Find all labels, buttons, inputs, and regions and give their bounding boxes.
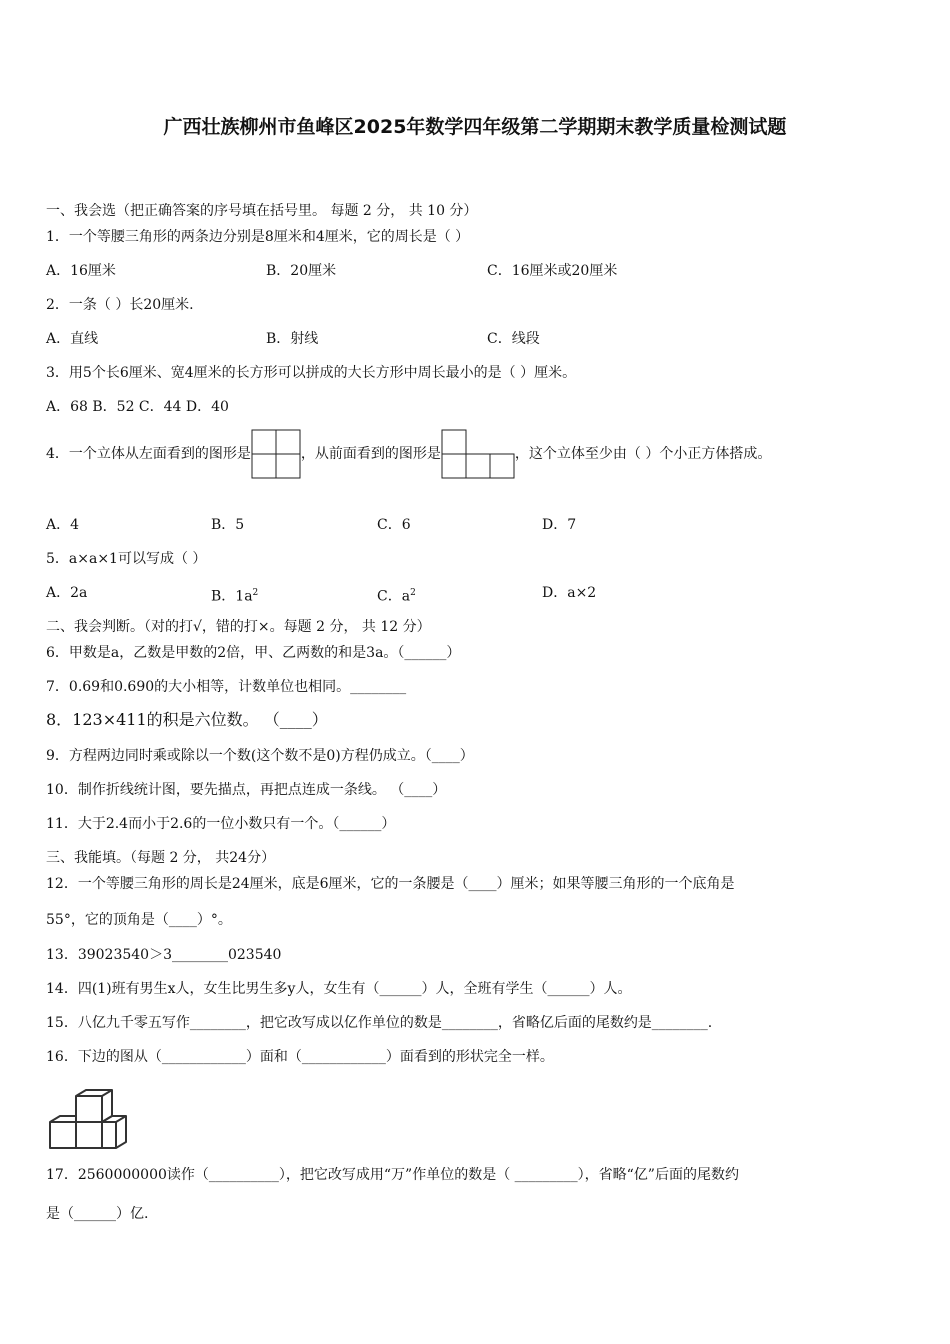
front-view-figure bbox=[441, 429, 515, 479]
q15: 15．八亿九千零五写作________，把它改写成以亿作单位的数是________，省略亿后面的尾数约是________. bbox=[46, 1015, 713, 1031]
q4-option-d: D．7 bbox=[542, 517, 577, 533]
q14: 14．四(1)班有男生x人，女生比男生多y人，女生有（______）人，全班有学生（______）人。 bbox=[46, 981, 632, 997]
left-view-figure bbox=[251, 429, 301, 479]
q2-option-b: B．射线 bbox=[266, 331, 319, 347]
q5-option-b-base: B．1a bbox=[211, 588, 253, 605]
page-title: 广西壮族柳州市鱼峰区2025年数学四年级第二学期期末教学质量检测试题 bbox=[163, 116, 787, 138]
q12-line1: 12．一个等腰三角形的周长是24厘米，底是6厘米，它的一条腰是（____）厘米；如果等腰三角形的一个底角是 bbox=[46, 876, 735, 892]
q16: 16．下边的图从（____________）面和（____________）面看到的形状完全一样。 bbox=[46, 1049, 554, 1065]
q12-line2: 55°，它的顶角是（____）°。 bbox=[46, 912, 232, 928]
q11: 11．大于2.4而小于2.6的一位小数只有一个。（______） bbox=[46, 816, 396, 832]
q4-stem-part2: ，从前面看到的图形是 bbox=[300, 446, 441, 462]
q1-option-c: C．16厘米或20厘米 bbox=[487, 263, 618, 279]
q13: 13．39023540＞3________023540 bbox=[46, 947, 282, 963]
q4-stem bbox=[46, 428, 771, 480]
q10: 10．制作折线统计图，要先描点，再把点连成一条线。 （____） bbox=[46, 782, 447, 798]
q4-stem-part3: ，这个立体至少由（ ）个小正方体搭成。 bbox=[514, 446, 772, 462]
q2-option-c: C．线段 bbox=[487, 331, 540, 347]
q7: 7．0.69和0.690的大小相等，计数单位也相同。________ bbox=[46, 679, 407, 695]
q5-option-d: D．a×2 bbox=[542, 585, 597, 601]
section2-header: 二、我会判断。（对的打√，错的打×。每题 2 分， 共 12 分） bbox=[46, 619, 431, 635]
q5-option-c-sup: 2 bbox=[410, 588, 416, 598]
q2-stem: 2．一条（ ）长20厘米. bbox=[46, 297, 194, 313]
q1-stem: 1．一个等腰三角形的两条边分别是8厘米和4厘米，它的周长是（ ） bbox=[46, 229, 470, 245]
q9: 9．方程两边同时乘或除以一个数(这个数不是0)方程仍成立。（____） bbox=[46, 748, 474, 764]
q5-option-a: A．2a bbox=[46, 585, 88, 601]
q2-option-a: A．直线 bbox=[46, 331, 99, 347]
section1-header: 一、我会选（把正确答案的序号填在括号里。 每题 2 分， 共 10 分） bbox=[46, 203, 478, 219]
cube-stack-figure bbox=[46, 1088, 132, 1154]
q5-option-c-base: C．a bbox=[377, 588, 411, 605]
q5-option-c bbox=[377, 583, 416, 607]
q3-options: A．68 B．52 C．44 D．40 bbox=[46, 399, 229, 415]
q8: 8．123×411的积是六位数。 （____） bbox=[46, 710, 328, 729]
q5-stem: 5．a×a×1可以写成（ ） bbox=[46, 551, 207, 567]
q1-option-b: B．20厘米 bbox=[266, 263, 337, 279]
q4-stem-part1: 4．一个立体从左面看到的图形是 bbox=[46, 446, 251, 462]
q4-option-b: B．5 bbox=[211, 517, 245, 533]
q6: 6．甲数是a，乙数是甲数的2倍，甲、乙两数的和是3a。（______） bbox=[46, 645, 461, 661]
q3-stem: 3．用5个长6厘米、宽4厘米的长方形可以拼成的大长方形中周长最小的是（ ）厘米。 bbox=[46, 365, 577, 381]
q5-option-b bbox=[211, 583, 258, 607]
q5-option-b-sup: 2 bbox=[252, 588, 259, 598]
q17-line2: 是（______）亿. bbox=[46, 1206, 149, 1222]
q17-line1: 17．2560000000读作（__________），把它改写成用“万”作单位的数是（ _________），省略“亿”后面的尾数约 bbox=[46, 1167, 739, 1183]
q1-option-a: A．16厘米 bbox=[46, 263, 116, 279]
q4-option-a: A．4 bbox=[46, 517, 80, 533]
q4-option-c: C．6 bbox=[377, 517, 411, 533]
section3-header: 三、我能填。（每题 2 分， 共24分） bbox=[46, 850, 276, 866]
